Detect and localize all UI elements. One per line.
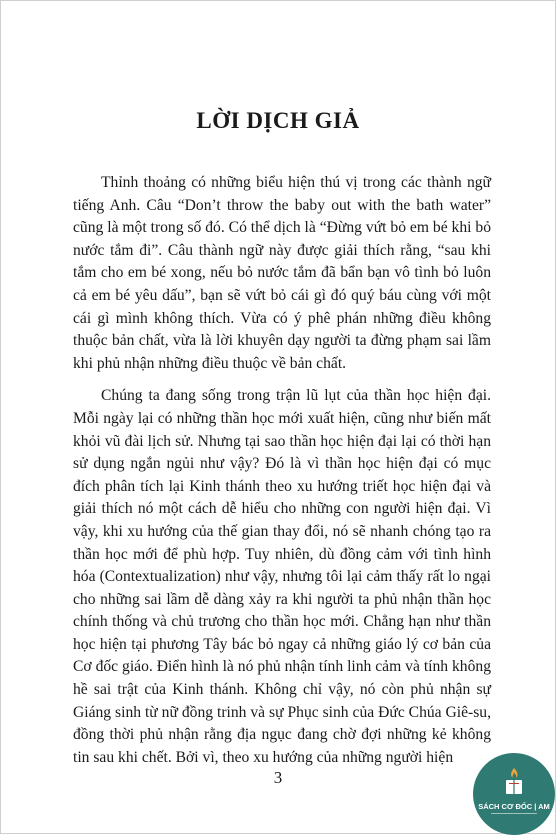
watermark-divider — [491, 813, 537, 814]
body-text — [73, 172, 491, 769]
paragraph: Chúng ta đang sống trong trận lũ lụt của thần học hiện đại. Mỗi ngày lại có những thần học mới xuất hiện, cũng như biến mất khỏi vũ đài lịch sử. Nhưng tại sao thần học hiện đại lại có thời hạn sử dụng ngắn ngủi như vậy? Đó là vì thần học hiện đại có mục đích phân tích lại Kinh thánh theo xu hướng triết học hiện đại và giải thích nó một cách dễ hiểu cho những con người hiện đại. Vì vậy, khi xu hướng của thế gian thay đổi, nó sẽ nhanh chóng tạo ra thần học mới để phù hợp. Tuy nhiên, dù đồng cảm với tình hình hóa (Contextualization) như vậy, nhưng tôi lại cảm thấy rất lo ngại cho những sai lầm dễ dàng xảy ra khi người ta phủ nhận thần học chính thống và chủ trương cho thần học mới. Chẳng hạn như thần học hiện tại phương Tây bác bỏ ngay cả những giáo lý cơ bản của Cơ đốc giáo. Điển hình là nó phủ nhận tính linh cảm và tính không hề sai trật của Kinh thánh. Không chỉ vậy, nó còn phủ nhận sự Giáng sinh từ nữ đồng trinh và sự Phục sinh của Đức Chúa Giê-su, đồng thời phủ nhận rằng địa ngục đang chờ đợi những kẻ không tin sau khi chết. Bởi vì, theo xu hướng của những người hiện — [73, 387, 491, 766]
book-flame-icon — [502, 765, 526, 802]
watermark-brand: SÁCH CƠ ĐỐC | AM — [478, 802, 550, 811]
watermark-logo — [473, 753, 555, 835]
chapter-title: LỜI DỊCH GIẢ — [196, 108, 360, 133]
paragraph: Thỉnh thoảng có những biểu hiện thú vị trong các thành ngữ tiếng Anh. Câu “Don’t throw the baby out with the bath water” cũng là một trong số đó. Có thể dịch là “Đừng vứt bỏ em bé khi bỏ nước tắm đi”. Câu thành ngữ này được giải thích rằng, “sau khi tắm cho em bé xong, nếu bỏ nước tắm đã bẩn bạn vô tình bỏ luôn cả em bé yêu dấu”, bạn sẽ vứt bỏ cái gì đó quý báu cùng với một cái gì mình không thích. Vừa có ý phê phán những điều không thuộc bản chất, vừa là lời khuyên dạy người ta đừng phạm sai lầm khi phủ nhận những điều thuộc về bản chất. — [73, 174, 491, 372]
page-number: 3 — [273, 768, 283, 787]
